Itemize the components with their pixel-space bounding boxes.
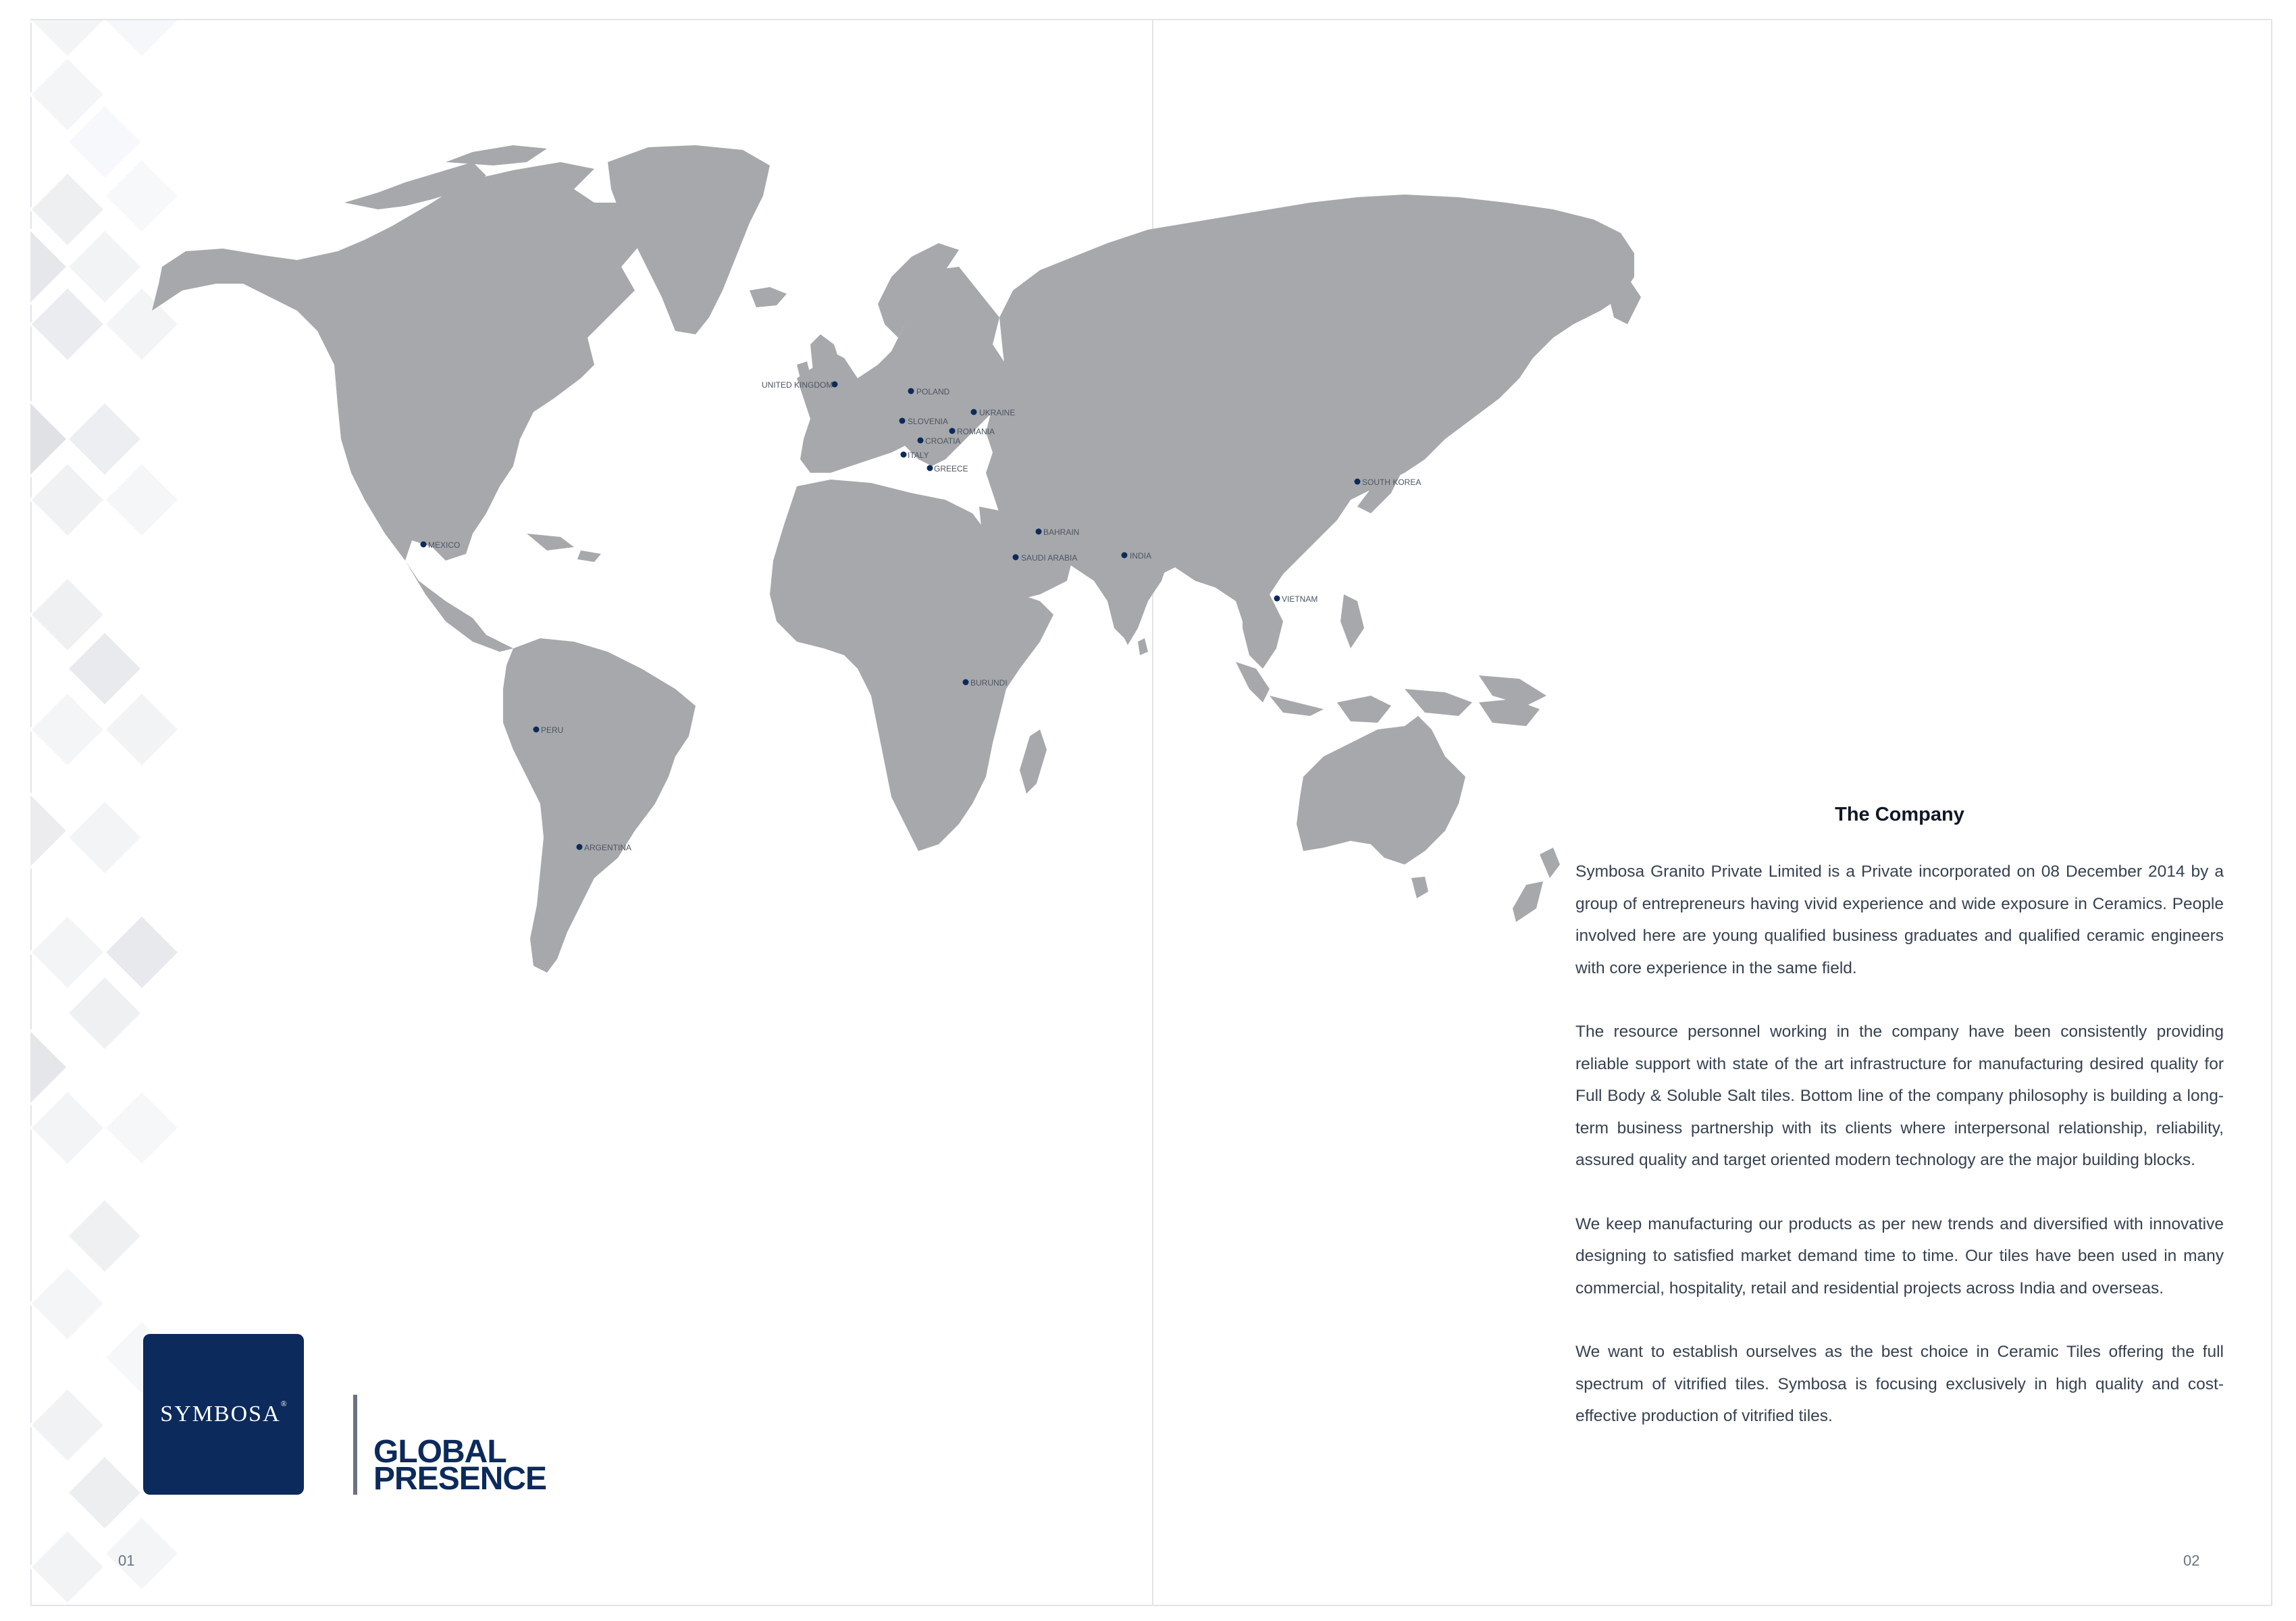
svg-text:ROMANIA: ROMANIA: [957, 427, 995, 436]
symbosa-logo: SYMBOSA®: [160, 1399, 287, 1426]
svg-text:INDIA: INDIA: [1130, 551, 1152, 561]
company-paragraph-3: We keep manufacturing our products as per new trends and diversified with innovative designing to satisfied market demand time to time. Our tiles have been used in many commercial, hospitality, retail and residential projects across India and overseas.: [1575, 1214, 2224, 1297]
landmass-australia: [1297, 716, 1465, 865]
svg-text:UKRAINE: UKRAINE: [979, 408, 1016, 417]
svg-text:GREECE: GREECE: [934, 464, 968, 473]
svg-text:POLAND: POLAND: [916, 387, 950, 396]
page-title: [373, 1434, 547, 1497]
svg-text:BURUNDI: BURUNDI: [970, 678, 1008, 688]
landmass-india: [1094, 550, 1168, 645]
company-paragraph-2: The resource personnel working in the company have been consistently providing reliable support with state of the art infrastructure for manufacturing desired quality for Full Body & Soluble Salt tiles. Bottom line of the company philosophy is building a long-term business partnership with its clients where interpersonal relationship, reliability, assured quality and target oriented modern technology are the major building blocks.: [1575, 1023, 2224, 1169]
svg-text:MEXICO: MEXICO: [428, 540, 461, 550]
svg-text:BAHRAIN: BAHRAIN: [1043, 528, 1080, 537]
svg-text:ARGENTINA: ARGENTINA: [584, 843, 632, 852]
svg-text:SAUDI ARABIA: SAUDI ARABIA: [1021, 553, 1078, 563]
svg-text:ITALY: ITALY: [908, 451, 929, 460]
svg-text:VIETNAM: VIETNAM: [1282, 594, 1318, 604]
title-line-global: GLOBAL: [373, 1434, 506, 1470]
marker-italy: [901, 451, 929, 460]
landmass-south-america: [503, 638, 696, 973]
landmass-new-zealand: [1540, 848, 1560, 878]
landmass-asia: [986, 195, 1634, 642]
company-paragraph-4: We want to establish ourselves as the best choice in Ceramic Tiles offering the full spectrum of vitrified tiles. Symbosa is focusing exclusively in high quality and cost-effective production of vitrified tiles.: [1575, 1343, 2224, 1425]
svg-text:SOUTH KOREA: SOUTH KOREA: [1362, 478, 1421, 487]
svg-text:CROATIA: CROATIA: [925, 436, 961, 446]
marker-saudi-arabia: [1013, 553, 1078, 563]
page-number-right: 02: [2183, 1552, 2200, 1569]
svg-text:SLOVENIA: SLOVENIA: [908, 417, 949, 426]
landmass-north-america: [152, 162, 648, 652]
map-landmass: [152, 145, 1641, 973]
symbosa-logo-box: [143, 1334, 304, 1495]
page-number-left: 01: [118, 1552, 135, 1569]
title-accent-bar: [353, 1395, 357, 1495]
marker-united-kingdom: [762, 380, 838, 390]
marker-south-korea: [1355, 478, 1421, 487]
company-heading: The Company: [1835, 804, 1964, 825]
svg-text:PERU: PERU: [541, 725, 564, 735]
marker-argentina: [577, 843, 632, 852]
marker-vietnam: [1274, 594, 1318, 604]
title-line-presence: PRESENCE: [373, 1461, 547, 1497]
svg-text:UNITED KINGDOM: UNITED KINGDOM: [762, 380, 833, 390]
landmass-madagascar: [1020, 729, 1047, 794]
company-section: [1575, 804, 2224, 1464]
company-paragraph-1: Symbosa Granito Private Limited is a Private incorporated on 08 December 2014 by a group of entrepreneurs having vivid experience and wide exposure in Ceramics. People involved here are young qualified business graduates and qualified ceramic engineers with core experience in the same field.: [1575, 863, 2224, 977]
landmass-indonesia: [1270, 696, 1324, 716]
